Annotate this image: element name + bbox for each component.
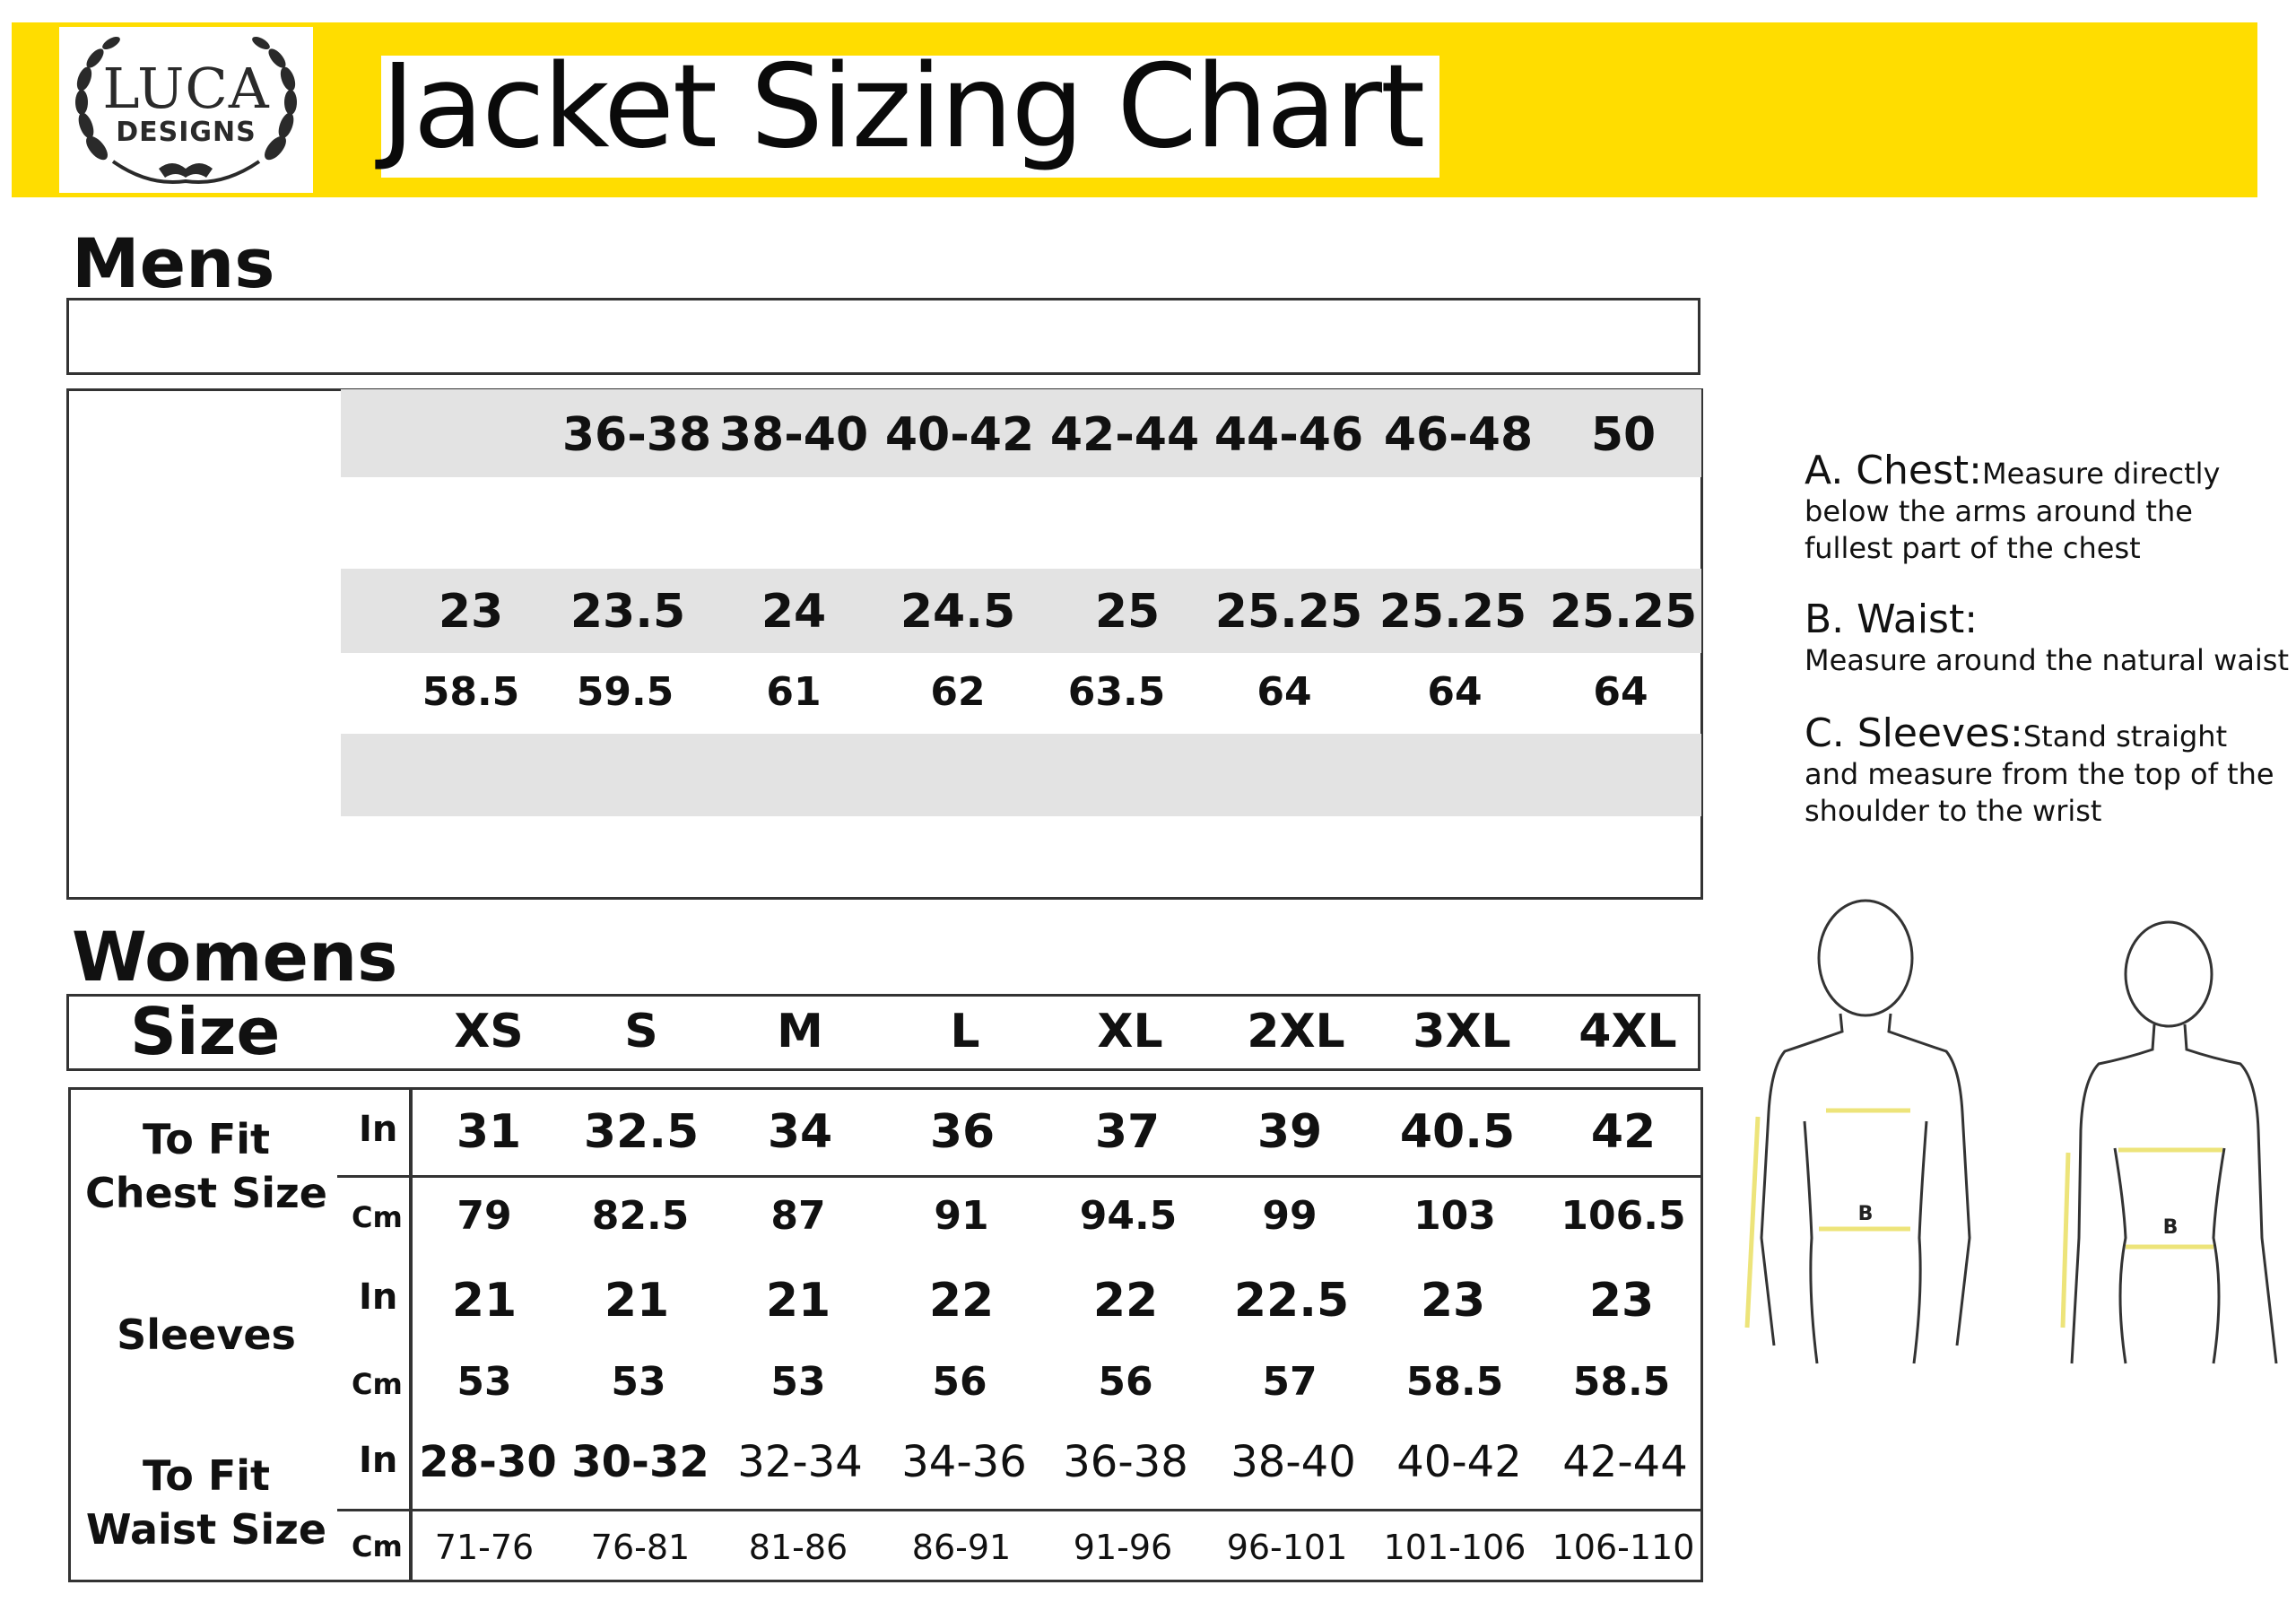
womens-size: 4XL [1578, 1005, 1677, 1058]
instruction-sleeves [1805, 711, 2289, 830]
womens-size: S [624, 1005, 658, 1058]
mens-header-box [66, 298, 1700, 375]
chest-in: 37 [1094, 1105, 1161, 1159]
sleeves-cm: 53 [457, 1359, 512, 1405]
male-body-figure-icon [1731, 897, 2000, 1435]
mens-band-empty [341, 734, 1701, 816]
row-label-waist [72, 1449, 341, 1556]
waist-in: 32-34 [737, 1437, 863, 1487]
mens-size-range: 50 [1590, 408, 1657, 462]
sleeves-cm: 53 [770, 1359, 826, 1405]
luca-designs-logo [59, 27, 313, 193]
page-title: Jacket Sizing Chart [381, 40, 1424, 174]
mens-measure-in: 23.5 [570, 585, 686, 639]
row-label-sleeves: Sleeves [117, 1311, 296, 1359]
mens-measure-in: 24 [761, 585, 827, 639]
mens-measure-cm: 59.5 [576, 669, 674, 715]
sleeves-cm: 56 [932, 1359, 987, 1405]
chest-cm: 79 [457, 1193, 512, 1239]
womens-row-line [337, 1509, 1702, 1511]
mens-measure-cm: 63.5 [1067, 669, 1166, 715]
instruction-head: B. Waist: [1805, 597, 1979, 642]
waist-cm: 86-91 [911, 1528, 1012, 1567]
mens-measure-in: 24.5 [900, 585, 1016, 639]
instruction-head: A. Chest: [1805, 448, 1982, 493]
womens-size-label: Size [130, 994, 281, 1069]
instruction-text: Stand straight and measure from the top of the shoulder to the wrist [1805, 719, 2274, 828]
waist-cm: 71-76 [434, 1528, 535, 1567]
waist-cm: 101-106 [1383, 1528, 1526, 1567]
chest-in: 36 [929, 1105, 996, 1159]
mens-measure-in: 23 [438, 585, 504, 639]
mens-size-range: 44-46 [1213, 408, 1364, 462]
sleeves-in: 23 [1420, 1274, 1486, 1328]
womens-size: XL [1097, 1005, 1163, 1058]
waist-cm: 106-110 [1552, 1528, 1695, 1567]
row-label-line: To Fit [142, 1451, 271, 1500]
unit-in: In [359, 1276, 398, 1318]
sleeves-in: 23 [1588, 1274, 1655, 1328]
unit-in: In [359, 1109, 398, 1150]
waist-in: 36-38 [1063, 1437, 1188, 1487]
chest-cm: 106.5 [1561, 1193, 1686, 1239]
chest-in: 39 [1257, 1105, 1323, 1159]
unit-cm: Cm [352, 1200, 403, 1234]
sleeves-in: 22 [928, 1274, 995, 1328]
mens-measure-cm: 62 [930, 669, 986, 715]
chest-cm: 99 [1262, 1193, 1318, 1239]
row-label-line: Waist Size [85, 1505, 327, 1554]
row-label-line: To Fit [142, 1115, 271, 1163]
waist-in: 34-36 [901, 1437, 1027, 1487]
instruction-waist [1805, 597, 2289, 679]
row-label-chest [72, 1112, 341, 1220]
sleeves-cm: 58.5 [1405, 1359, 1504, 1405]
waist-marker-b: B [1857, 1203, 1874, 1225]
unit-cm: Cm [352, 1367, 403, 1401]
sleeves-in: 21 [604, 1274, 670, 1328]
mens-measure-cm: 61 [766, 669, 822, 715]
womens-size: 2XL [1247, 1005, 1345, 1058]
sleeves-in: 22.5 [1233, 1274, 1350, 1328]
chest-cm: 94.5 [1079, 1193, 1178, 1239]
waist-cm: 96-101 [1226, 1528, 1348, 1567]
womens-size: 3XL [1413, 1005, 1511, 1058]
sleeves-in: 22 [1092, 1274, 1159, 1328]
mens-measure-in: 25.25 [1214, 585, 1363, 639]
mens-measure-cm: 58.5 [422, 669, 520, 715]
logo-text-luca: LUCA [102, 56, 270, 121]
chest-cm: 87 [770, 1193, 826, 1239]
waist-in: 38-40 [1231, 1437, 1356, 1487]
chest-cm: 103 [1413, 1193, 1496, 1239]
unit-in: In [359, 1440, 398, 1481]
instruction-text: Measure directly below the arms around the fullest part of the chest [1805, 457, 2221, 565]
chest-in: 32.5 [583, 1105, 700, 1159]
sleeves-in: 21 [765, 1274, 831, 1328]
chest-in: 31 [456, 1105, 522, 1159]
waist-in: 28-30 [419, 1437, 557, 1487]
chest-in: 40.5 [1399, 1105, 1516, 1159]
sleeves-in: 21 [451, 1274, 517, 1328]
chest-cm: 82.5 [591, 1193, 690, 1239]
sleeves-cm: 57 [1262, 1359, 1318, 1405]
sleeves-cm: 58.5 [1572, 1359, 1671, 1405]
waist-marker-b: B [2162, 1216, 2179, 1239]
mens-measure-in: 25 [1094, 585, 1161, 639]
waist-cm: 76-81 [590, 1528, 691, 1567]
womens-size: L [950, 1005, 980, 1058]
sleeves-cm: 53 [611, 1359, 666, 1405]
waist-in: 42-44 [1562, 1437, 1688, 1487]
womens-size: XS [454, 1005, 524, 1058]
logo-text-designs: DESIGNS [116, 117, 257, 148]
mens-size-range: 36-38 [561, 408, 712, 462]
mens-measure-cm: 64 [1427, 669, 1483, 715]
instruction-head: C. Sleeves: [1805, 710, 2023, 756]
waist-in: 40-42 [1396, 1437, 1522, 1487]
instruction-text: Measure around the natural waist [1805, 643, 2289, 677]
unit-cm: Cm [352, 1529, 403, 1563]
sleeves-cm: 56 [1098, 1359, 1153, 1405]
mens-measure-in: 25.25 [1378, 585, 1527, 639]
instruction-chest [1805, 449, 2289, 567]
mens-size-range: 46-48 [1383, 408, 1534, 462]
waist-cm: 91-96 [1073, 1528, 1173, 1567]
chest-in: 34 [767, 1105, 833, 1159]
womens-row-line [337, 1175, 1702, 1178]
mens-size-range: 38-40 [718, 408, 869, 462]
mens-size-range: 42-44 [1049, 408, 1200, 462]
womens-section-title: Womens [72, 917, 398, 997]
chest-cm: 91 [934, 1193, 989, 1239]
chest-in: 42 [1590, 1105, 1657, 1159]
mens-measure-cm: 64 [1593, 669, 1648, 715]
womens-size: M [777, 1005, 823, 1058]
waist-in: 30-32 [571, 1437, 709, 1487]
mens-section-title: Mens [72, 223, 275, 303]
mens-size-range: 40-42 [884, 408, 1035, 462]
mens-measure-cm: 64 [1257, 669, 1312, 715]
row-label-line: Chest Size [85, 1169, 327, 1217]
female-body-figure-icon [2036, 915, 2296, 1435]
waist-cm: 81-86 [748, 1528, 848, 1567]
mens-measure-in: 25.25 [1549, 585, 1698, 639]
